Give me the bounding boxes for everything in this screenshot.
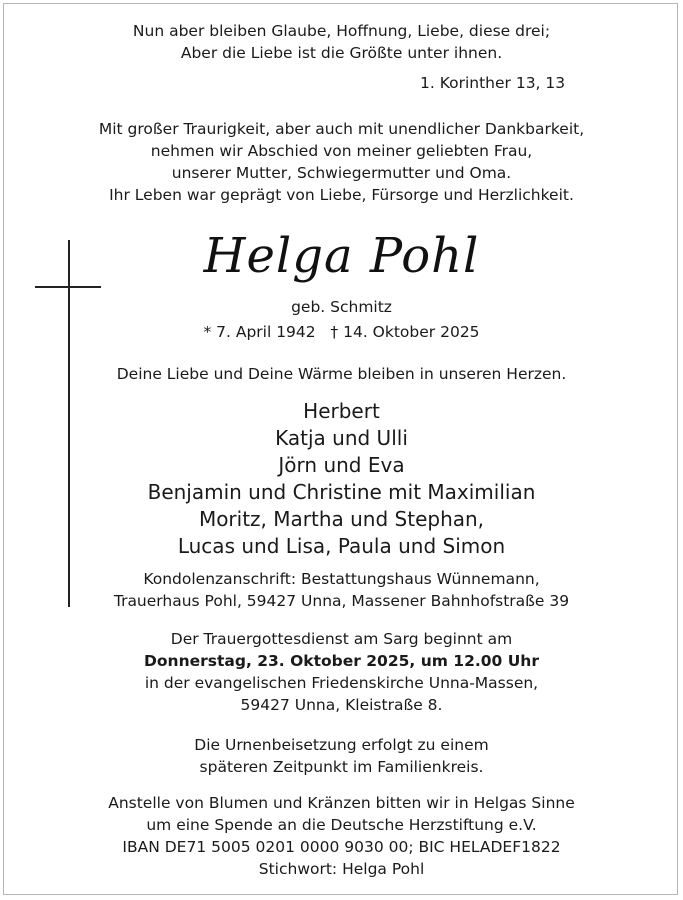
burial-info (0, 734, 683, 778)
service-line: Der Trauergottesdienst am Sarg beginnt am (170, 630, 513, 648)
intro-line: unserer Mutter, Schwiegermutter und Oma. (171, 164, 512, 182)
verse-reference: 1. Korinther 13, 13 (420, 74, 566, 92)
deceased-info (0, 296, 683, 343)
verse (0, 20, 683, 64)
family-member: Moritz, Martha und Stephan, (198, 507, 485, 531)
condolence-line: Kondolenzanschrift: Bestattungshaus Wünnemann, (143, 570, 540, 588)
family-list (0, 398, 683, 560)
service-line: 59427 Unna, Kleistraße 8. (240, 696, 443, 714)
donation-line: Stichwort: Helga Pohl (258, 860, 425, 878)
family-member: Herbert (303, 399, 380, 423)
tribute-text: Deine Liebe und Deine Wärme bleiben in unseren Herzen. (116, 365, 567, 383)
donation-line: Anstelle von Blumen und Kränzen bitten wir in Helgas Sinne (108, 794, 575, 812)
donation-line: um eine Spende an die Deutsche Herzstiftung e.V. (146, 816, 537, 834)
burial-line: Die Urnenbeisetzung erfolgt zu einem (194, 736, 489, 754)
condolence-address (0, 568, 683, 612)
intro-text (0, 118, 683, 206)
service-date: Donnerstag, 23. Oktober 2025, um 12.00 Uhr (144, 652, 539, 670)
burial-line: späteren Zeitpunkt im Familienkreis. (199, 758, 484, 776)
intro-line: nehmen wir Abschied von meiner geliebten Frau, (150, 142, 533, 160)
family-member: Jörn und Eva (278, 453, 405, 477)
family-member: Katja und Ulli (275, 426, 408, 450)
condolence-line: Trauerhaus Pohl, 59427 Unna, Massener Bahnhofstraße 39 (113, 592, 570, 610)
verse-line: Nun aber bleiben Glaube, Hoffnung, Liebe, diese drei; (132, 22, 551, 40)
service-info (0, 628, 683, 716)
life-dates: * 7. April 1942 † 14. Oktober 2025 (203, 323, 480, 341)
deceased-name: Helga Pohl (203, 228, 480, 284)
donation-info (0, 792, 683, 880)
verse-line: Aber die Liebe ist die Größte unter ihnen. (180, 44, 503, 62)
intro-line: Mit großer Traurigkeit, aber auch mit unendlicher Dankbarkeit, (98, 120, 585, 138)
family-member: Benjamin und Christine mit Maximilian (147, 480, 536, 504)
intro-line: Ihr Leben war geprägt von Liebe, Fürsorge und Herzlichkeit. (109, 186, 574, 204)
birth-name: geb. Schmitz (291, 298, 392, 316)
family-member: Lucas und Lisa, Paula und Simon (177, 534, 506, 558)
service-line: in der evangelischen Friedenskirche Unna-Massen, (144, 674, 539, 692)
donation-line: IBAN DE71 5005 0201 0000 9030 00; BIC HELADEF1822 (122, 838, 561, 856)
